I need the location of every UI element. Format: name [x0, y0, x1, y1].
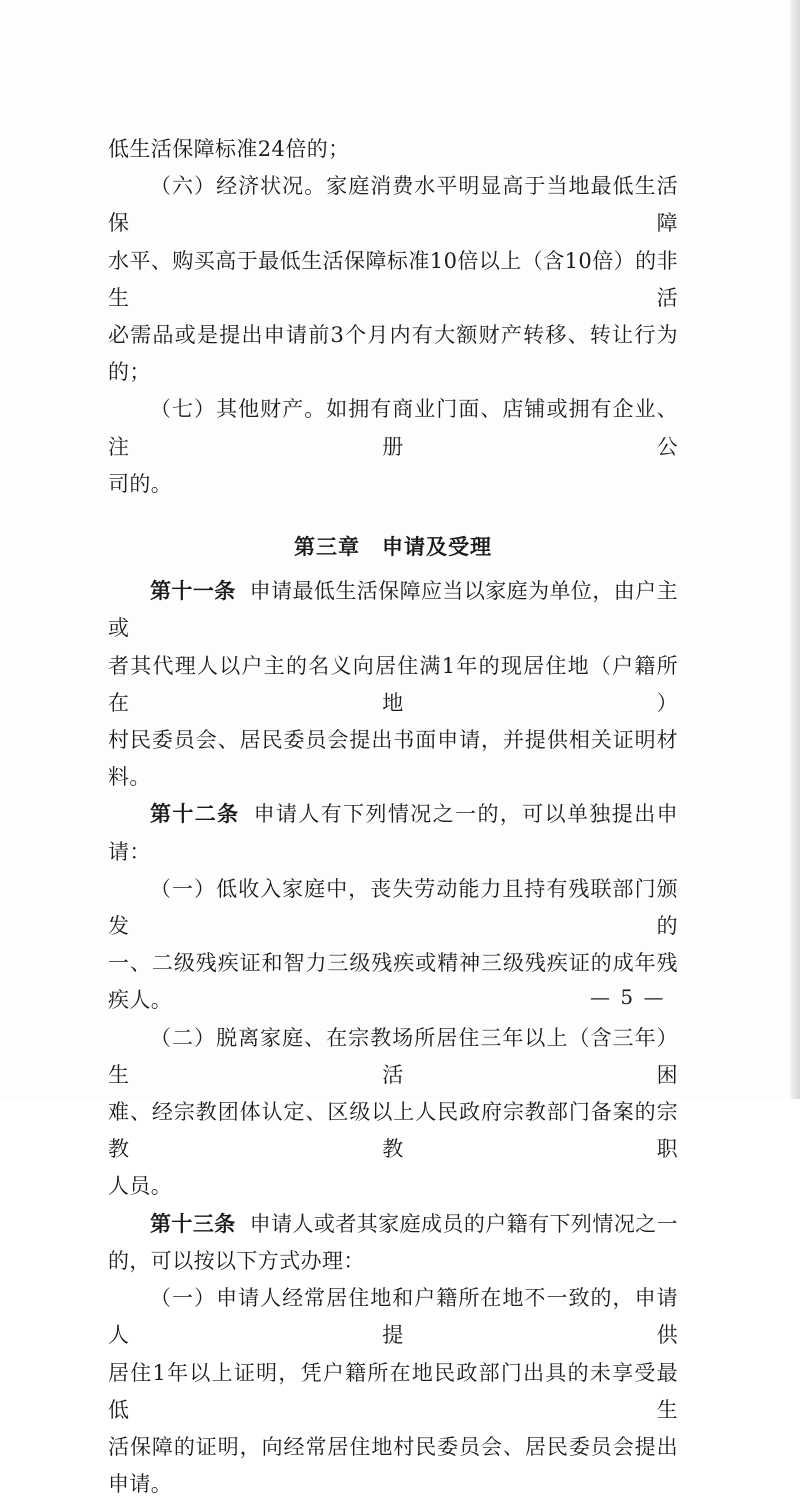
text-line: （二）脱离家庭、在宗教场所居住三年以上（含三年）生活困: [108, 1025, 678, 1087]
text-line: 申请最低生活保障应当以家庭为单位，由户主或: [108, 579, 678, 641]
text-line: 申请人有下列情况之一的，可以单独提出申请：: [108, 802, 678, 864]
chapter-title: 申请及受理: [382, 535, 492, 560]
article-label: 第十二条: [150, 802, 240, 827]
text-line: 活保障的证明，向经常居住地村民委员会、居民委员会提出申请。: [108, 1434, 678, 1497]
text-line: （七）其他财产。如拥有商业门面、店铺或拥有企业、注册公: [108, 397, 678, 459]
text-line: 司的。: [108, 471, 173, 496]
text-line: 低生活保障标准24倍的；: [108, 137, 350, 161]
text-line: 的，可以按以下方式办理：: [108, 1248, 365, 1273]
article-13: [108, 1206, 678, 1243]
page-number: — 5 —: [590, 985, 666, 1009]
chapter-heading: [108, 529, 678, 566]
text-line: 村民委员会、居民委员会提出书面申请，并提供相关证明材料。: [108, 728, 678, 790]
text-line: 申请人或者其家庭成员的户籍有下列情况之一: [249, 1211, 678, 1236]
article-12: [108, 796, 678, 870]
document-body: [108, 131, 678, 1503]
text-line: 者其代理人以户主的名义向居住满1年的现居住地（户籍所在地）: [108, 653, 678, 715]
text-line: 一、二级残疾证和智力三级残疾或精神三级残疾证的成年残疾人。: [108, 951, 678, 1013]
text-line: 必需品或是提出申请前3个月内有大额财产转移、转让行为的；: [108, 323, 678, 385]
article-label: 第十一条: [150, 579, 236, 604]
text-line: （一）低收入家庭中，丧失劳动能力且持有残联部门颁发的: [108, 876, 678, 939]
article-label: 第十三条: [150, 1211, 236, 1236]
text-line: （六）经济状况。家庭消费水平明显高于当地最低生活保障: [108, 174, 678, 236]
text-line: 难、经宗教团体认定、区级以上人民政府宗教部门备案的宗教教职: [108, 1100, 678, 1162]
chapter-number: 第三章: [294, 535, 360, 560]
text-line: 人员。: [108, 1174, 173, 1199]
article-11: [108, 573, 678, 647]
text-line: （一）申请人经常居住地和户籍所在地不一致的，申请人提供: [108, 1286, 678, 1348]
text-line: 居住1年以上证明，凭户籍所在地民政部门出具的未享受最低生: [108, 1360, 678, 1422]
page-edge-shadow: [790, 0, 800, 1099]
text-line: 水平、购买高于最低生活保障标准10倍以上（含10倍）的非生活: [108, 248, 678, 310]
